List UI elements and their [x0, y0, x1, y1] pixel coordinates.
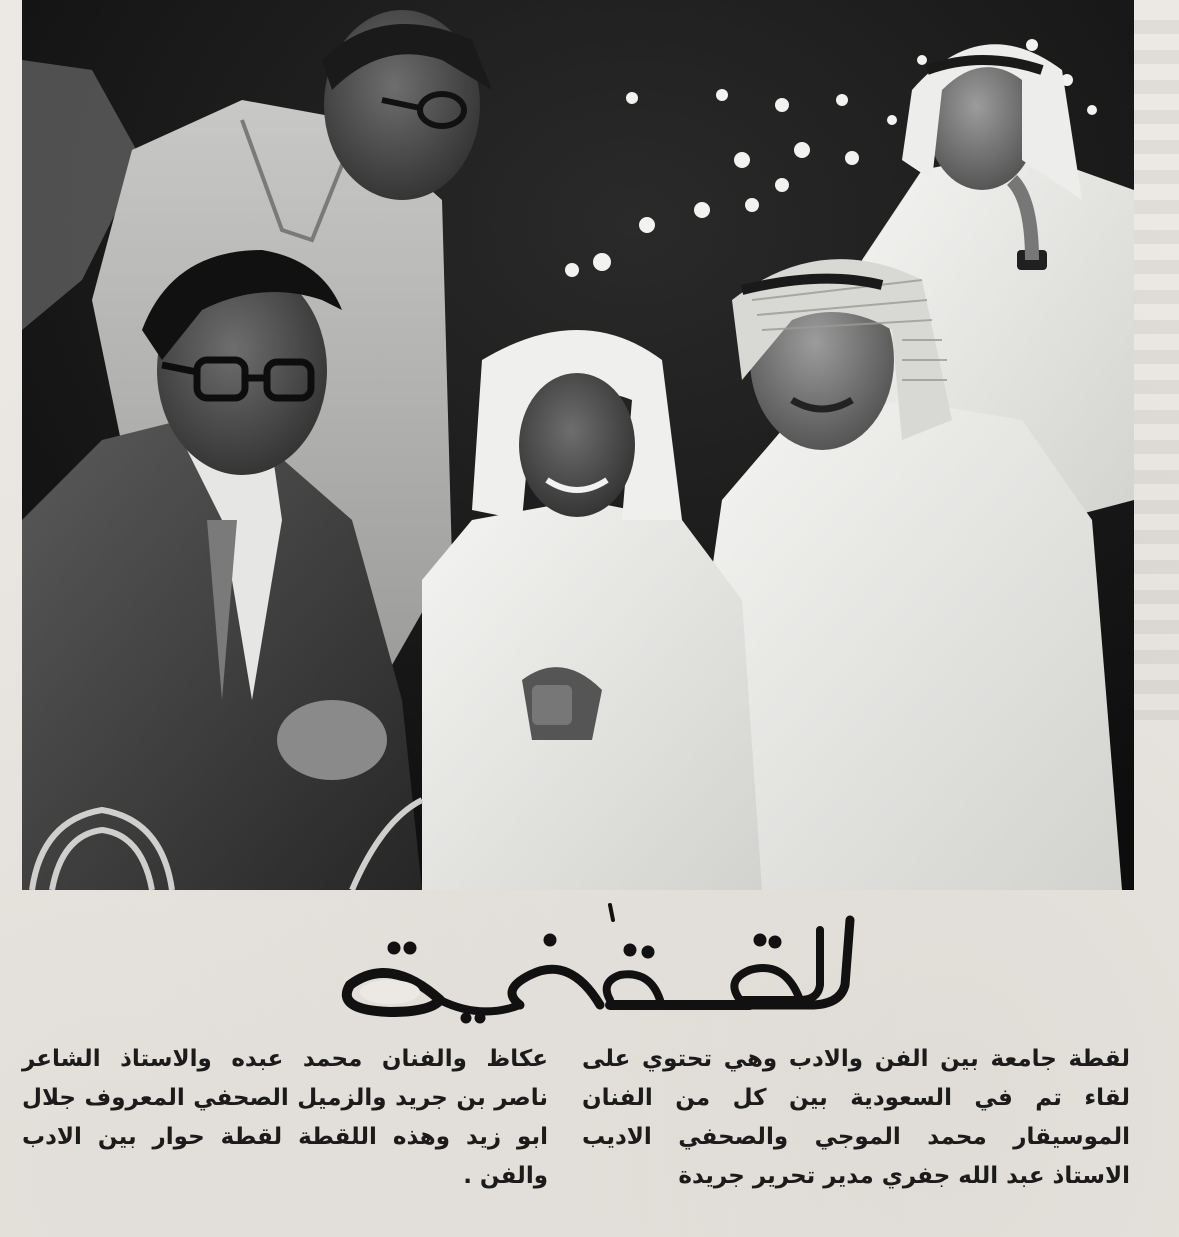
caption-text-left: عكاظ والفنان محمد عبده والاستاذ الشاعر ناصر بن جريد والزميل الصحفي المعروف جلال ابو زيد وهذه اللقطة لقطة حوار بين الادب والفن .	[22, 1046, 548, 1189]
caption-text-right: لقطة جامعة بين الفن والادب وهي تحتوي على لقاء تم في السعودية بين كل من الفنان الموسيقار محمد الموجي والصحفي الاديب الاستاذ عبد الله جفري مدير تحرير جريدة	[582, 1046, 1130, 1189]
headline-lettering	[330, 900, 870, 1025]
caption-column-left	[22, 1040, 548, 1230]
bleed-through-text	[1131, 20, 1179, 720]
group-photo	[22, 0, 1134, 890]
caption-column-right	[582, 1040, 1130, 1230]
